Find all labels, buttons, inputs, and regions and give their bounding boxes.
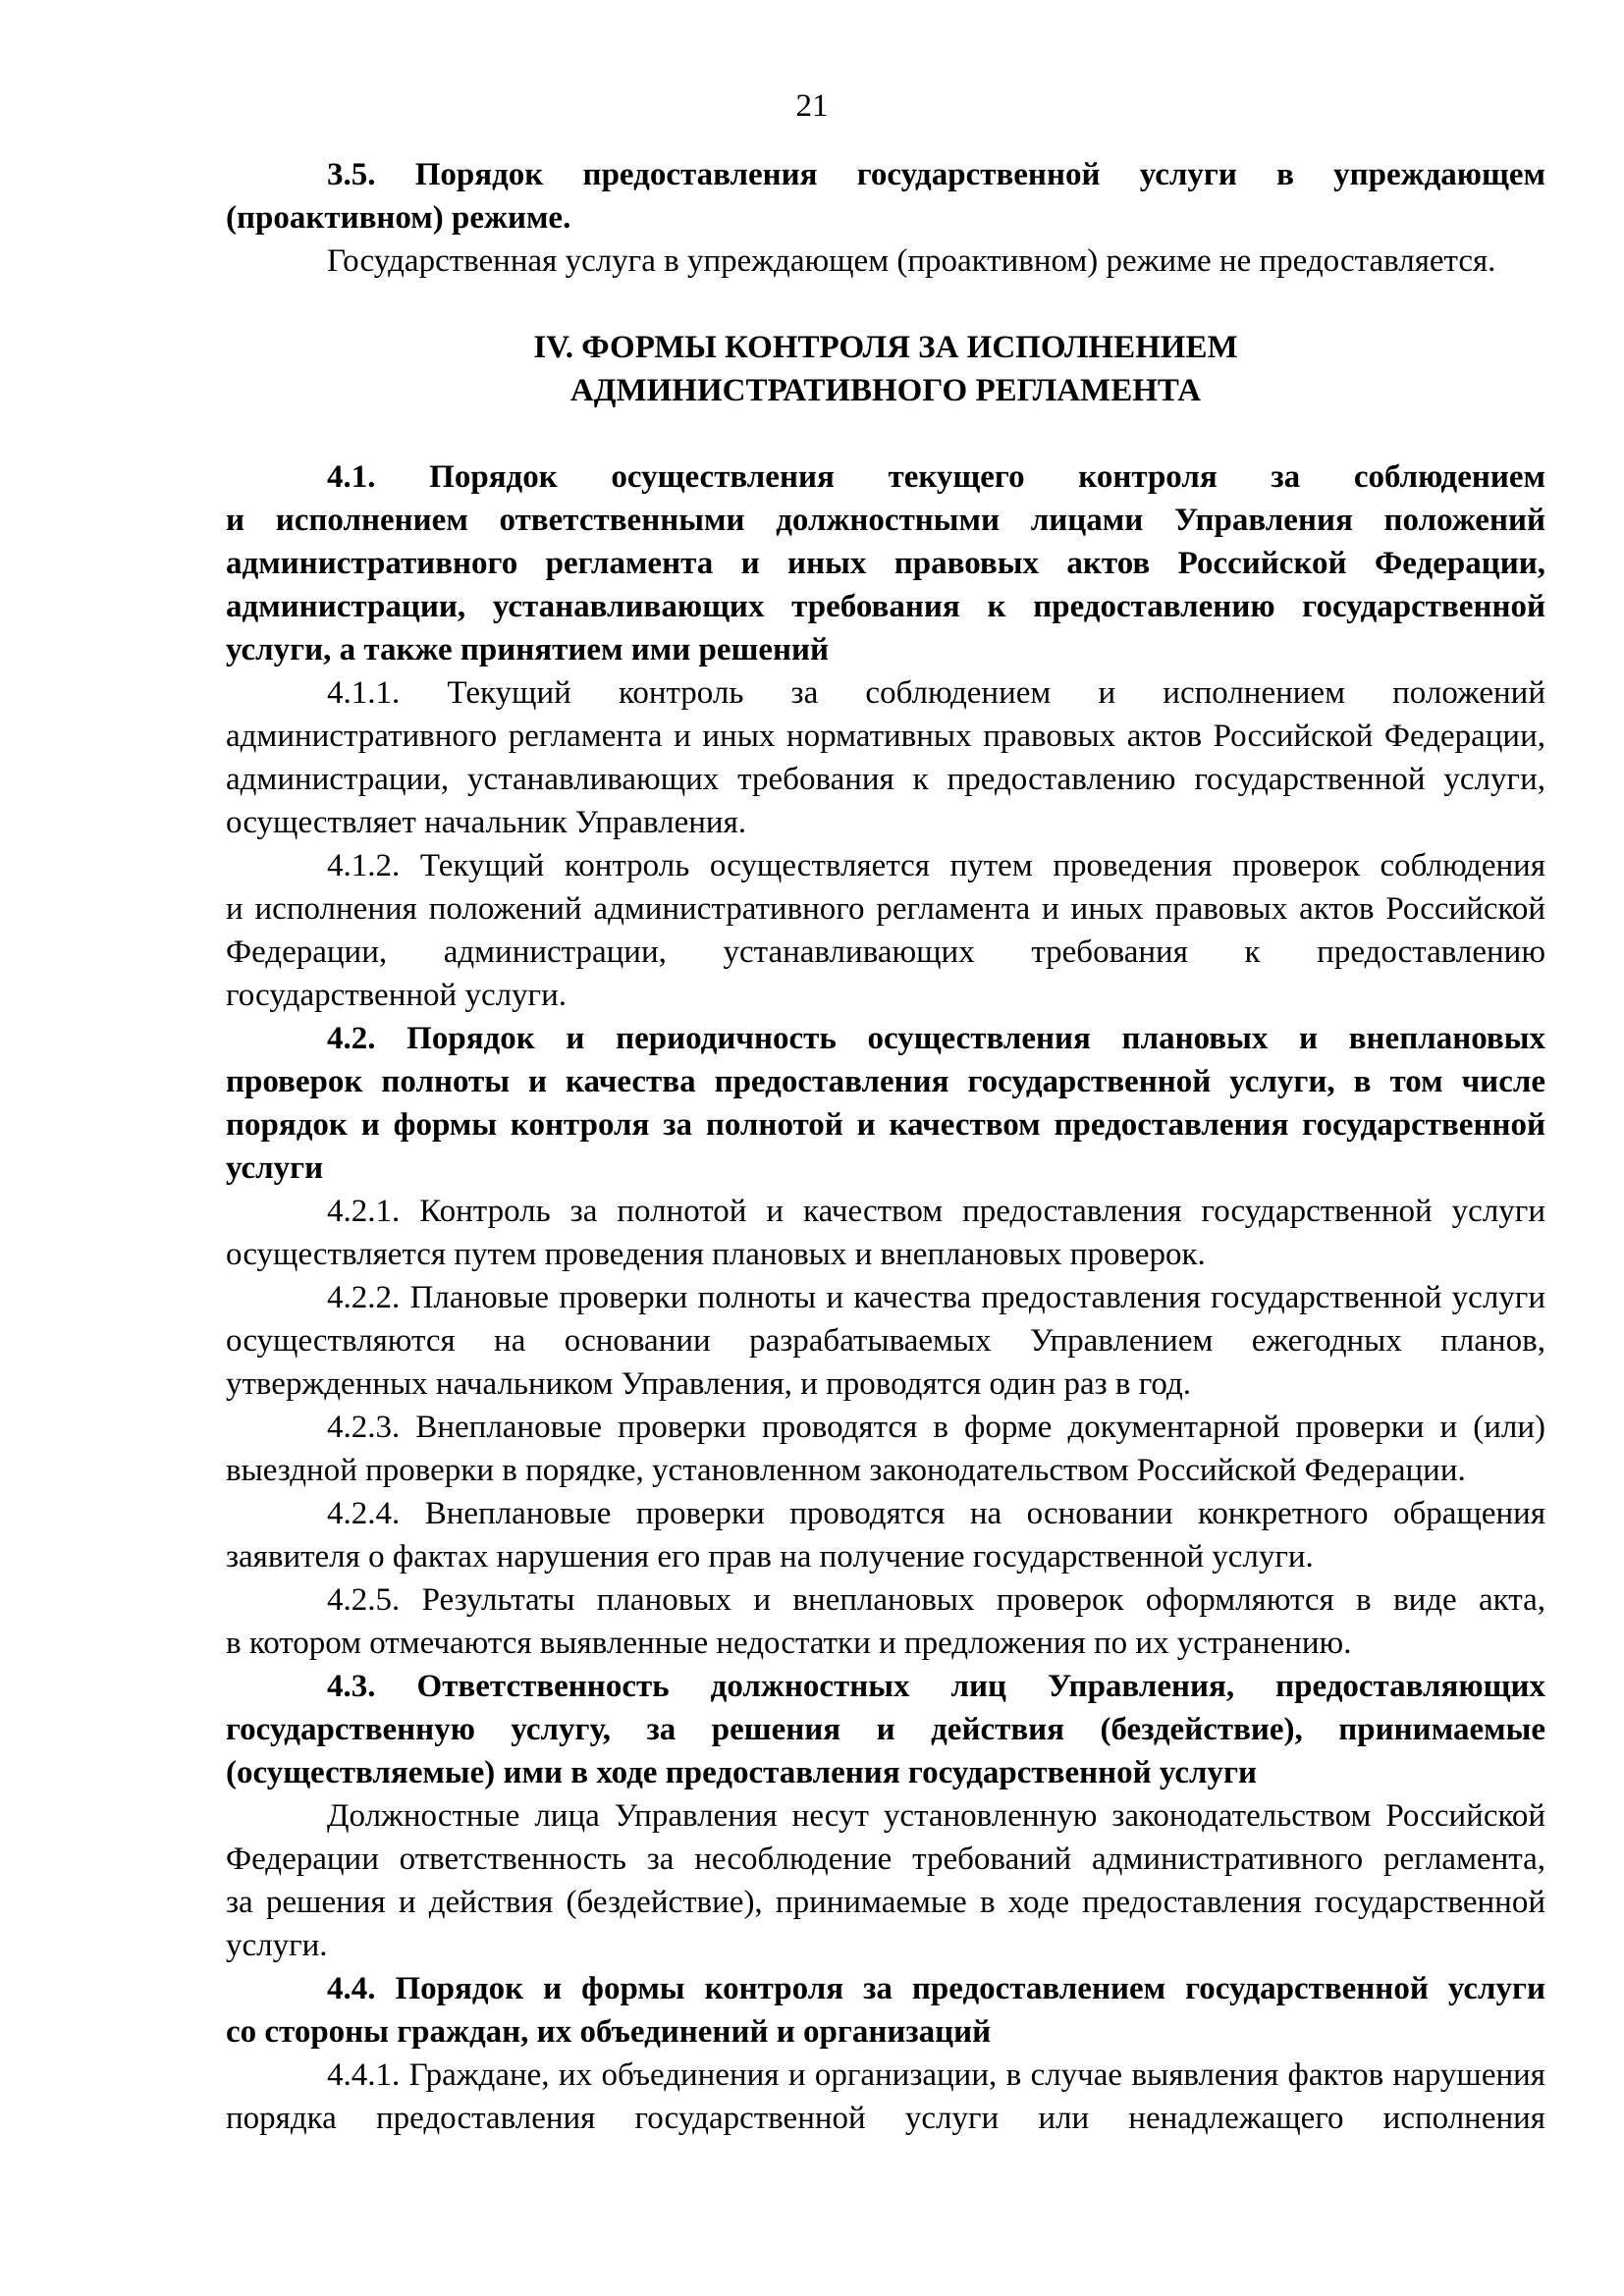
text-line: Федерации, администрации, устанавливающих требования к предоставлению: [226, 934, 1545, 970]
text-line: (осуществляемые) ими в ходе предоставления государственной услуги: [226, 1755, 1258, 1790]
text-line: услуги: [226, 1150, 324, 1186]
text-line: административного регламента и иных правовых актов Российской Федерации,: [226, 546, 1545, 581]
text-line: и исполнения положений административного регламента и иных правовых актов Российской: [226, 891, 1545, 927]
para-4-1-1: [226, 671, 1545, 844]
text-line: порядка предоставления государственной услуги или ненадлежащего исполнения: [226, 2101, 1545, 2136]
text-line: осуществляется путем проведения плановых и внеплановых проверок.: [226, 1237, 1206, 1272]
text-line: 3.5. Порядок предоставления государственной услуги в упреждающем: [327, 157, 1545, 192]
text-line: услуги.: [226, 1928, 328, 1963]
para-4-2-2: [226, 1276, 1545, 1406]
spacer-1: [226, 283, 1545, 326]
text-line: IV. ФОРМЫ КОНТРОЛЯ ЗА ИСПОЛНЕНИЕМ: [533, 330, 1238, 365]
text-line: 4.4.1. Граждане, их объединения и организации, в случае выявления фактов нарушения: [327, 2057, 1545, 2093]
text-line: 4.4. Порядок и формы контроля за предоставлением государственной услуги: [327, 1971, 1545, 2006]
text-line: 4.1.1. Текущий контроль за соблюдением и исполнением положений: [327, 675, 1545, 711]
para-3-5-text: [226, 240, 1545, 283]
text-line: порядок и формы контроля за полнотой и качеством предоставления государственной: [226, 1107, 1545, 1143]
text-line: осуществляет начальник Управления.: [226, 805, 747, 840]
para-4-1-2: [226, 844, 1545, 1017]
text-line: государственной услуги.: [226, 978, 567, 1013]
spacer-2: [226, 412, 1545, 455]
text-line: администрации, устанавливающих требования к предоставлению государственной: [226, 589, 1545, 624]
text-line: заявителя о фактах нарушения его прав на получение государственной услуги.: [226, 1539, 1314, 1575]
text-line: государственную услугу, за решения и действия (бездействие), принимаемые: [226, 1712, 1545, 1747]
text-line: со стороны граждан, их объединений и организаций: [226, 2014, 992, 2050]
text-line: выездной проверки в порядке, установленном законодательством Российской Федерации.: [226, 1453, 1466, 1488]
text-line: Государственная услуга в упреждающем (проактивном) режиме не предоставляется.: [327, 243, 1496, 279]
text-line: 4.2.4. Внеплановые проверки проводятся на основании конкретного обращения: [327, 1496, 1545, 1531]
text-line: 4.2.2. Плановые проверки полноты и качества предоставления государственной услуги: [327, 1280, 1545, 1315]
text-line: (проактивном) режиме.: [226, 200, 571, 236]
para-4-1-heading: [226, 455, 1545, 671]
text-line: 4.2.5. Результаты плановых и внеплановых проверок оформляются в виде акта,: [327, 1582, 1545, 1618]
text-line: за решения и действия (бездействие), принимаемые в ходе предоставления государственной: [226, 1885, 1545, 1920]
para-4-4-1: [226, 2054, 1545, 2140]
text-line: АДМИНИСТРАТИВНОГО РЕГЛАМЕНТА: [569, 373, 1202, 408]
text-line: 4.1.2. Текущий контроль осуществляется путем проведения проверок соблюдения: [327, 848, 1545, 883]
text-line: услуги, а также принятием ими решений: [226, 632, 830, 667]
document-content: [226, 153, 1545, 2140]
text-line: в котором отмечаются выявленные недостатки и предложения по их устранению.: [226, 1626, 1352, 1661]
para-4-3-heading: [226, 1665, 1545, 1794]
text-line: 4.3. Ответственность должностных лиц Управления, предоставляющих: [327, 1669, 1545, 1704]
text-line: 4.1. Порядок осуществления текущего контроля за соблюдением: [327, 459, 1545, 495]
text-line: Должностные лица Управления несут установленную законодательством Российской: [327, 1798, 1545, 1834]
para-4-2-3: [226, 1406, 1545, 1492]
para-3-5-heading: [226, 153, 1545, 240]
heading-chapter-iv: [226, 326, 1545, 412]
text-line: Федерации ответственность за несоблюдение требований административного регламента,: [226, 1842, 1545, 1877]
text-line: административного регламента и иных нормативных правовых актов Российской Федерации,: [226, 719, 1545, 754]
para-4-2-heading: [226, 1017, 1545, 1190]
para-4-2-4: [226, 1492, 1545, 1578]
text-line: проверок полноты и качества предоставления государственной услуги, в том числе: [226, 1064, 1545, 1099]
para-4-2-1: [226, 1190, 1545, 1276]
para-4-4-heading: [226, 1967, 1545, 2054]
text-line: администрации, устанавливающих требования к предоставлению государственной услуги,: [226, 762, 1545, 797]
para-4-2-5: [226, 1578, 1545, 1665]
text-line: 4.2. Порядок и периодичность осуществления плановых и внеплановых: [327, 1021, 1545, 1056]
text-line: 4.2.1. Контроль за полнотой и качеством предоставления государственной услуги: [327, 1194, 1545, 1229]
text-line: 4.2.3. Внеплановые проверки проводятся в форме документарной проверки и (или): [327, 1410, 1545, 1445]
text-line: и исполнением ответственными должностными лицами Управления положений: [226, 503, 1545, 538]
page-number: 21: [795, 88, 829, 124]
text-line: утвержденных начальником Управления, и проводятся один раз в год.: [226, 1366, 1192, 1402]
para-4-3-text: [226, 1794, 1545, 1967]
text-line: осуществляются на основании разрабатываемых Управлением ежегодных планов,: [226, 1323, 1545, 1359]
